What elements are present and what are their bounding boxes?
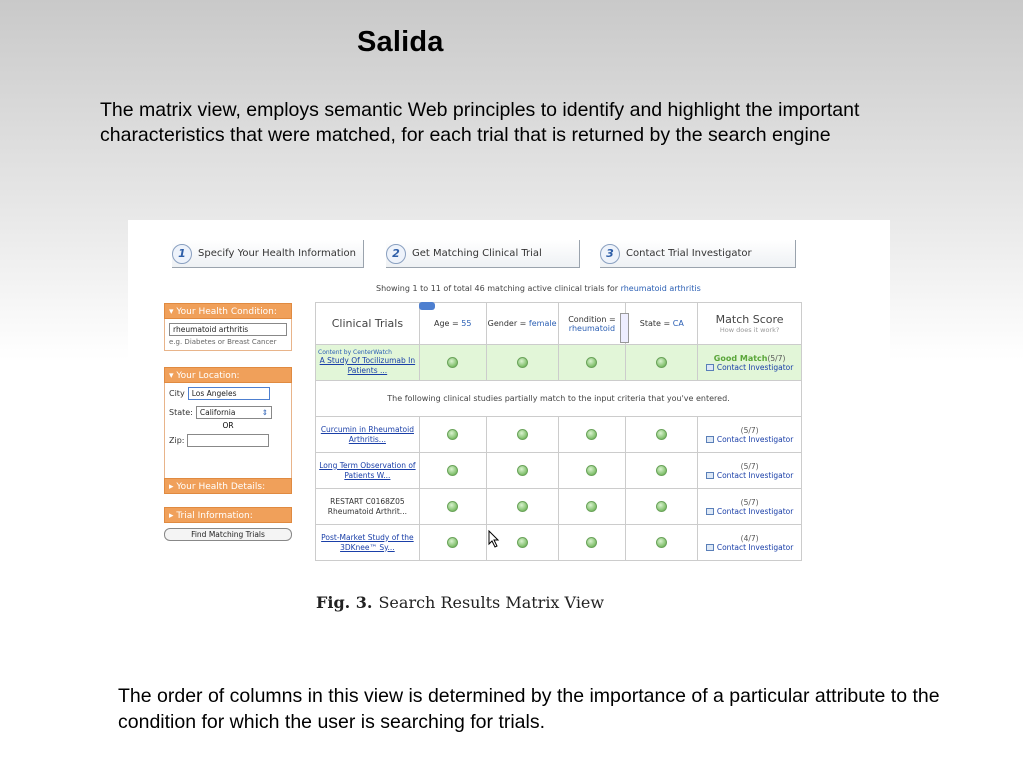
mail-icon xyxy=(706,544,714,551)
city-input[interactable]: Los Angeles xyxy=(188,387,270,400)
check-icon xyxy=(656,537,667,548)
step-number: 3 xyxy=(600,244,620,264)
trials-column-header: Clinical Trials xyxy=(316,302,420,345)
check-icon xyxy=(656,357,667,368)
trial-information-panel xyxy=(164,507,292,523)
good-match-label: Good Match xyxy=(713,353,768,363)
contact-investigator-link[interactable] xyxy=(706,363,793,372)
results-count-text: Showing 1 to 11 of total 46 matching active clinical trials for xyxy=(376,284,619,293)
check-icon xyxy=(656,501,667,512)
score-value: (5/7) xyxy=(740,461,759,471)
state-value: California xyxy=(199,408,236,417)
score-cell xyxy=(698,489,802,525)
contact-label: Contact Investigator xyxy=(716,542,794,552)
location-header[interactable]: ▾ Your Location: xyxy=(164,367,292,383)
trial-link[interactable]: Long Term Observation of Patients W... xyxy=(319,460,416,480)
check-icon xyxy=(447,537,458,548)
mail-icon xyxy=(706,364,714,371)
figure-caption xyxy=(316,593,604,612)
check-icon xyxy=(517,429,528,440)
match-score-label: Match Score xyxy=(715,313,784,326)
table-row xyxy=(315,345,802,381)
trial-title[interactable]: RESTART C0168Z05 Rheumatoid Arthrit... xyxy=(327,496,407,516)
mail-icon xyxy=(706,508,714,515)
contact-investigator-link[interactable] xyxy=(706,543,793,552)
table-row xyxy=(315,525,802,561)
check-icon xyxy=(586,465,597,476)
match-score-column-header xyxy=(698,302,802,345)
step-number: 2 xyxy=(386,244,406,264)
contact-label: Contact Investigator xyxy=(716,434,794,444)
score-cell xyxy=(698,345,802,381)
check-icon xyxy=(586,537,597,548)
table-row xyxy=(315,489,802,525)
intro-text: The matrix view, employs semantic Web principles to identify and highlight the important characteristics that were matched, for each trial that is returned by the search engine xyxy=(100,99,860,146)
contact-label: Contact Investigator xyxy=(716,362,794,372)
check-icon xyxy=(517,357,528,368)
source-label: Content by CenterWatch xyxy=(318,349,392,356)
gender-column-header[interactable] xyxy=(487,302,559,345)
trial-link[interactable]: Post-Market Study of the 3DKnee™ Sy... xyxy=(321,532,414,552)
check-icon xyxy=(586,357,597,368)
mail-icon xyxy=(706,472,714,479)
step-label: Get Matching Clinical Trial xyxy=(412,248,542,259)
zip-label: Zip: xyxy=(169,436,185,445)
trial-link[interactable]: Curcumin in Rheumatoid Arthritis... xyxy=(320,424,414,444)
state-header-value: CA xyxy=(672,319,684,328)
location-panel xyxy=(164,367,292,481)
results-matrix xyxy=(315,302,802,561)
score-cell xyxy=(698,417,802,453)
state-label: State: xyxy=(169,408,193,417)
check-icon xyxy=(586,501,597,512)
check-icon xyxy=(447,465,458,476)
mouse-cursor-icon xyxy=(488,530,500,548)
step-label: Contact Trial Investigator xyxy=(626,248,752,259)
figure-caption-text: Search Results Matrix View xyxy=(378,593,605,612)
score-value: (5/7) xyxy=(740,425,759,435)
chevron-down-icon: ⇕ xyxy=(261,408,268,417)
mail-icon xyxy=(706,436,714,443)
check-icon xyxy=(447,429,458,440)
step-3[interactable] xyxy=(600,240,796,268)
score-cell xyxy=(698,453,802,489)
table-row xyxy=(315,453,802,489)
score-value: (5/7) xyxy=(740,497,759,507)
partial-match-note: The following clinical studies partially match to the input criteria that you've entered. xyxy=(316,381,802,417)
check-icon xyxy=(517,501,528,512)
contact-label: Contact Investigator xyxy=(716,506,794,516)
state-column-header[interactable] xyxy=(626,302,698,345)
contact-investigator-link[interactable] xyxy=(706,507,793,516)
step-2[interactable] xyxy=(386,240,580,268)
city-label: City xyxy=(169,389,185,398)
state-select[interactable] xyxy=(196,406,272,419)
check-icon xyxy=(586,429,597,440)
step-1[interactable] xyxy=(172,240,364,268)
check-icon xyxy=(447,357,458,368)
trial-cell xyxy=(316,345,420,381)
contact-label: Contact Investigator xyxy=(716,470,794,480)
matrix-header-row xyxy=(315,302,802,345)
check-icon xyxy=(447,501,458,512)
or-label: OR xyxy=(222,421,234,430)
condition-input[interactable]: rheumatoid arthritis xyxy=(169,323,287,336)
gender-header-label: Gender = xyxy=(487,319,527,328)
score-value: (5/7) xyxy=(767,353,786,363)
gender-header-value: female xyxy=(528,319,557,328)
check-icon xyxy=(517,537,528,548)
column-drag-handle[interactable] xyxy=(419,302,435,310)
trial-information-header[interactable]: ▸ Trial Information: xyxy=(164,507,292,523)
table-row xyxy=(315,417,802,453)
find-matching-trials-button[interactable]: Find Matching Trials xyxy=(164,528,292,541)
age-header-value: 55 xyxy=(461,319,472,328)
condition-header-value: rheumatoid xyxy=(568,323,616,333)
health-condition-header[interactable]: ▾ Your Health Condition: xyxy=(164,303,292,319)
column-scroll-control[interactable] xyxy=(620,313,629,343)
check-icon xyxy=(656,429,667,440)
health-details-panel xyxy=(164,478,292,494)
state-header-label: State = xyxy=(639,319,671,328)
contact-investigator-link[interactable] xyxy=(706,435,793,444)
trial-link[interactable]: A Study Of Tocilizumab In Patients ... xyxy=(319,356,416,375)
partial-match-note-row xyxy=(315,381,802,417)
results-summary xyxy=(376,284,701,293)
figure-caption-label: Fig. 3. xyxy=(316,593,373,612)
how-does-it-work-link[interactable]: How does it work? xyxy=(719,326,780,334)
score-cell xyxy=(698,525,802,561)
results-condition: rheumatoid arthritis xyxy=(620,284,701,293)
condition-hint: e.g. Diabetes or Breast Cancer xyxy=(169,338,277,346)
check-icon xyxy=(517,465,528,476)
score-value: (4/7) xyxy=(740,533,759,543)
outro-text: The order of columns in this view is determined by the importance of a particular attribute to the condition for which the user is searching for trials. xyxy=(118,685,940,733)
step-label: Specify Your Health Information xyxy=(198,248,356,259)
check-icon xyxy=(656,465,667,476)
slide-title: Salida xyxy=(357,26,444,58)
health-details-header[interactable]: ▸ Your Health Details: xyxy=(164,478,292,494)
contact-investigator-link[interactable] xyxy=(706,471,793,480)
condition-header-label: Condition = xyxy=(568,314,616,324)
zip-input[interactable] xyxy=(187,434,269,447)
screenshot-figure xyxy=(128,220,890,568)
health-condition-panel xyxy=(164,303,292,351)
step-number: 1 xyxy=(172,244,192,264)
condition-column-header[interactable] xyxy=(559,302,627,345)
age-header-label: Age = xyxy=(433,319,459,328)
